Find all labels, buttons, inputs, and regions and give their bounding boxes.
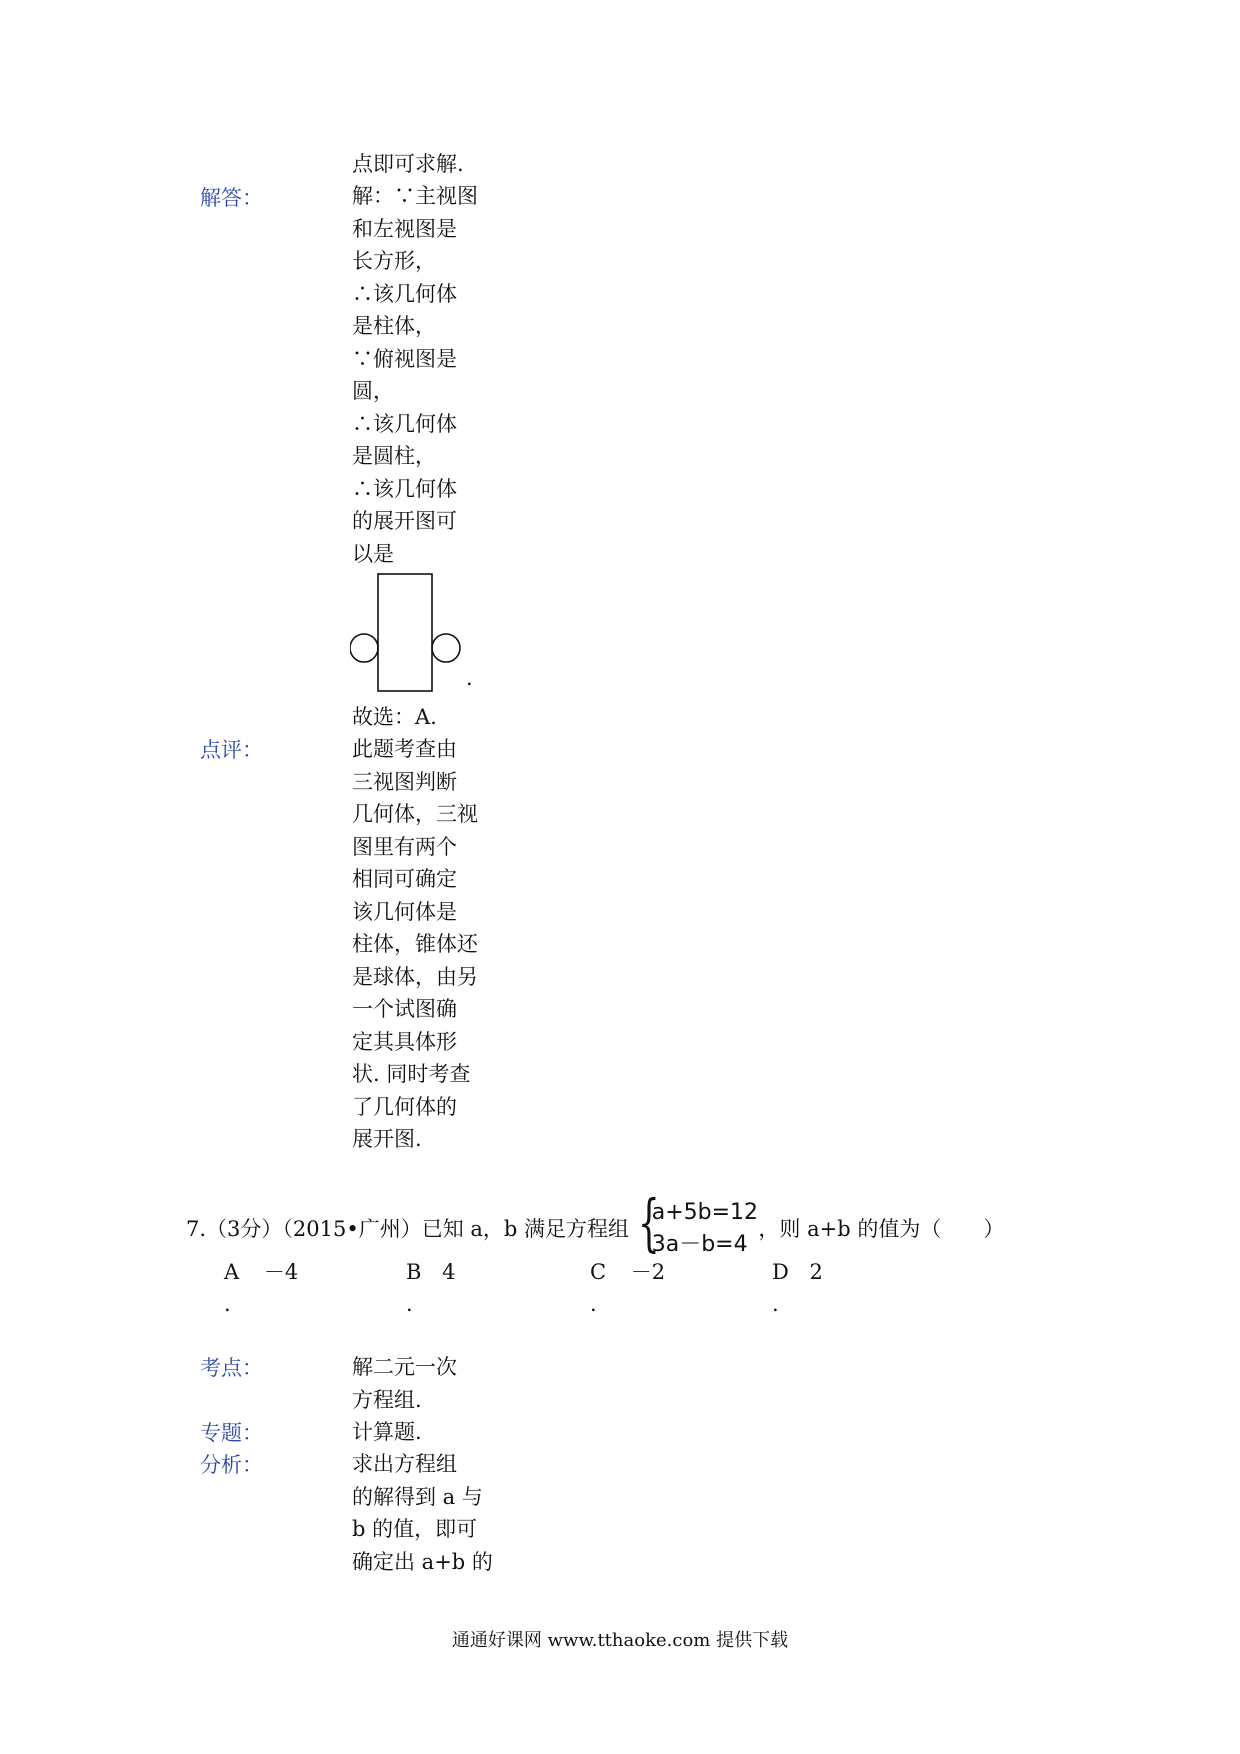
text-line: 的展开图可 — [352, 509, 457, 533]
zhuanti-label: 专题： — [200, 1421, 263, 1445]
text-line: 方程组. — [352, 1387, 422, 1412]
text-line: 是柱体， — [352, 314, 436, 338]
kaodian-label: 考点： — [200, 1356, 263, 1380]
text-line: 该几何体是 — [352, 899, 457, 924]
text-line: 定其具体形 — [352, 1029, 457, 1054]
option-dot: . — [590, 1292, 597, 1316]
text-line: 计算题. — [352, 1420, 422, 1444]
text-line: 故选：A. — [352, 705, 437, 729]
option-letter: D — [772, 1260, 789, 1284]
net-circle-left — [350, 634, 378, 662]
text-line: 了几何体的 — [352, 1094, 457, 1119]
answer-choice — [352, 701, 492, 734]
equation-1: a+5b=12 — [651, 1200, 759, 1225]
option-dot: . — [224, 1292, 231, 1316]
option-dot: . — [772, 1292, 779, 1316]
option-b[interactable] — [406, 1256, 456, 1316]
comment-label: 点评： — [200, 738, 263, 762]
net-rectangle — [378, 574, 432, 691]
text-line: 长方形， — [352, 249, 436, 273]
equation-system — [637, 1186, 759, 1262]
text-line: ∴该几何体 — [352, 411, 457, 436]
text-line: 确定出 a+b 的 — [352, 1549, 493, 1574]
comment-text — [352, 733, 492, 1156]
option-letter: C — [590, 1260, 607, 1284]
text-line: 的解得到 a 与 — [352, 1484, 483, 1509]
question-7-suffix: ，则 a+b 的值为（ ） — [758, 1217, 1005, 1241]
answer-label: 解答： — [200, 186, 263, 210]
text-line: ∴该几何体 — [352, 476, 457, 501]
text-line: 求出方程组 — [352, 1452, 457, 1476]
text-line: b 的值，即可 — [352, 1517, 478, 1541]
option-value: －4 — [263, 1260, 299, 1284]
text-line: 是球体，由另 — [352, 964, 478, 989]
option-c[interactable] — [590, 1256, 666, 1316]
text-line: 展开图. — [352, 1127, 422, 1151]
fenxi-label: 分析： — [200, 1453, 263, 1477]
option-value: 2 — [809, 1260, 823, 1284]
text-line: 解：∵主视图 — [352, 184, 478, 208]
text-line: 相同可确定 — [352, 867, 457, 891]
text-line: 几何体，三视 — [352, 802, 478, 826]
text-line: 解二元一次 — [352, 1355, 457, 1379]
text-line: 图里有两个 — [352, 834, 457, 859]
text-line: 以是 — [352, 541, 394, 566]
option-letter: A — [224, 1260, 240, 1284]
option-d[interactable] — [772, 1256, 823, 1316]
solution-text — [352, 180, 492, 570]
page-footer: 通通好课网 www.tthaoke.com 提供下载 — [451, 1630, 789, 1651]
text-line: 是圆柱， — [352, 444, 436, 468]
figure-period: . — [466, 666, 473, 690]
text-line: 一个试图确 — [352, 997, 457, 1021]
prev-answer-tail — [352, 148, 492, 181]
option-value: －2 — [630, 1260, 666, 1284]
equation-2: 3a－b=4 — [651, 1232, 748, 1257]
question-7 — [186, 1186, 1005, 1262]
fenxi-text — [352, 1448, 492, 1578]
text-line: 点即可求解. — [352, 152, 464, 176]
option-value: 4 — [442, 1260, 456, 1284]
brace-symbol: { — [637, 1186, 660, 1259]
option-letter: B — [406, 1260, 422, 1284]
text-line: 圆， — [352, 379, 394, 403]
text-line: 三视图判断 — [352, 769, 457, 794]
question-7-prefix: 7.（3分）（2015•广州）已知 a，b 满足方程组 — [186, 1217, 630, 1241]
text-line: ∴该几何体 — [352, 281, 457, 306]
net-circle-right — [432, 634, 460, 662]
text-line: 和左视图是 — [352, 216, 457, 241]
cylinder-net-figure — [350, 572, 478, 696]
text-line: 柱体，锥体还 — [352, 932, 478, 956]
kaodian-text — [352, 1351, 492, 1416]
option-a[interactable] — [224, 1256, 299, 1316]
option-dot: . — [406, 1292, 413, 1316]
text-line: 此题考查由 — [352, 737, 457, 761]
text-line: ∵俯视图是 — [352, 346, 457, 371]
zhuanti-text — [352, 1416, 492, 1449]
text-line: 状. 同时考查 — [352, 1062, 471, 1086]
